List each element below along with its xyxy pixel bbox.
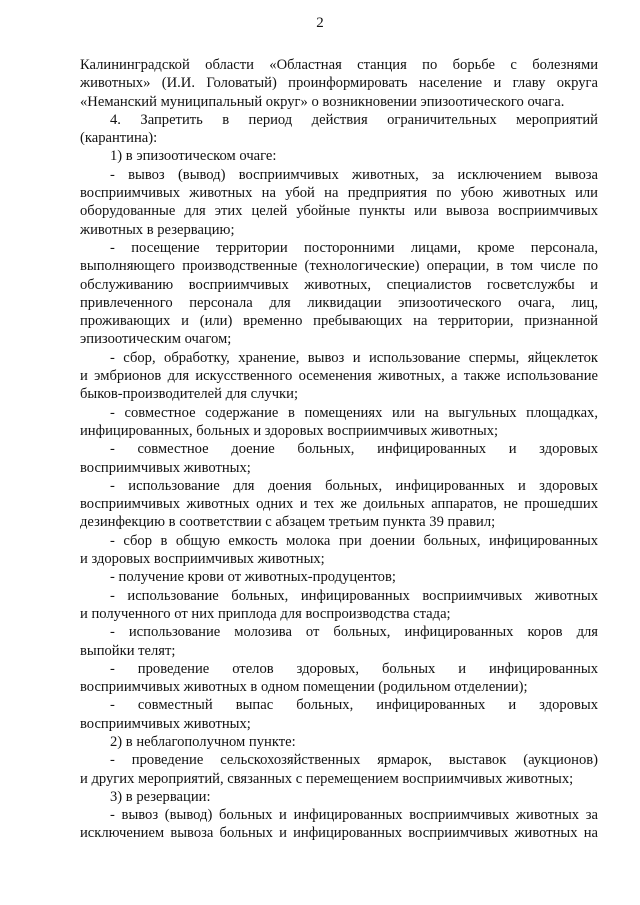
text-line: исключением вывоза больных и инфицированных восприимчивых животных на bbox=[80, 825, 598, 842]
text-line: восприимчивых животных одних и тех же доильных аппаратов, не прошедших bbox=[80, 496, 598, 513]
text-line: быков-производителей для случки; bbox=[80, 386, 299, 403]
text-line: - сбор, обработку, хранение, вывоз и использование спермы, яйцеклеток bbox=[110, 349, 598, 366]
text-line: - использование больных, инфицированных восприимчивых животных bbox=[110, 587, 598, 604]
text-line: привлеченного персонала для ликвидации эпизоотического очага, лиц, bbox=[80, 294, 598, 311]
text-line: - использование молозива от больных, инфицированных коров для bbox=[110, 624, 598, 641]
text-line: выпойки телят; bbox=[80, 642, 176, 659]
text-line: - получение крови от животных-продуцентов; bbox=[110, 569, 396, 586]
text-line: и полученного от них приплода для воспроизводства стада; bbox=[80, 605, 451, 622]
page-number: 2 bbox=[316, 15, 324, 31]
text-line: выполняющего производственные (технологические) операции, в том числе по bbox=[80, 258, 598, 275]
text-line: - проведение сельскохозяйственных ярмарок, выставок (аукционов) bbox=[110, 752, 598, 769]
text-line: дезинфекцию в соответствии с абзацем третьим пункта 39 правил; bbox=[80, 514, 496, 531]
text-line: 1) в эпизоотическом очаге: bbox=[110, 148, 277, 165]
text-line: (карантина): bbox=[80, 130, 158, 147]
text-line: проживающих и (или) временно пребывающих на территории, признанной bbox=[80, 313, 598, 330]
text-line: животных» (И.И. Головатый) проинформировать население и главу округа bbox=[80, 75, 598, 92]
text-line: и других мероприятий, связанных с перемещением восприимчивых животных; bbox=[80, 770, 574, 787]
text-line: восприимчивых животных в одном помещении (родильном отделении); bbox=[80, 679, 528, 696]
text-line: 3) в резервации: bbox=[110, 788, 211, 805]
text-line: восприимчивых животных на убой на предприятия по убою животных или bbox=[80, 185, 598, 202]
text-line: 4. Запретить в период действия ограничительных мероприятий bbox=[110, 111, 598, 128]
text-line: животных в резервацию; bbox=[80, 221, 235, 238]
text-line: - проведение отелов здоровых, больных и инфицированных bbox=[110, 660, 598, 677]
text-line: - совместное содержание в помещениях или на выгульных площадках, bbox=[110, 404, 598, 421]
text-line: 2) в неблагополучном пункте: bbox=[110, 733, 296, 750]
text-line: - вывоз (вывод) восприимчивых животных, за исключением вывоза bbox=[110, 166, 598, 183]
text-line: и эмбрионов для искусственного осеменения животных, а также использование bbox=[80, 368, 598, 385]
text-line: «Неманский муниципальный округ» о возникновении эпизоотического очага. bbox=[80, 93, 565, 110]
text-line: восприимчивых животных; bbox=[80, 459, 251, 476]
text-line: инфицированных, больных и здоровых восприимчивых животных; bbox=[80, 422, 499, 439]
text-line: - совместное доение больных, инфицированных и здоровых bbox=[110, 441, 598, 458]
text-line: - совместный выпас больных, инфицированных и здоровых bbox=[110, 697, 598, 714]
text-line: обслуживанию восприимчивых животных, специалистов госветслужбы и bbox=[80, 276, 598, 293]
text-line: - вывоз (вывод) больных и инфицированных восприимчивых животных за bbox=[110, 807, 598, 824]
text-line: - посещение территории посторонними лицами, кроме персонала, bbox=[110, 239, 598, 256]
text-line: Калининградской области «Областная станция по борьбе с болезнями bbox=[80, 57, 598, 73]
text-line: оборудованные для этих целей убойные пункты или вывоза восприимчивых bbox=[80, 203, 598, 220]
text-line: восприимчивых животных; bbox=[80, 715, 251, 732]
text-line: и здоровых восприимчивых животных; bbox=[80, 551, 325, 568]
text-line: - использование для доения больных, инфицированных и здоровых bbox=[110, 477, 598, 494]
document-body bbox=[80, 56, 598, 843]
text-line: эпизоотическим очагом; bbox=[80, 331, 232, 348]
text-line: - сбор в общую емкость молока при доении больных, инфицированных bbox=[110, 532, 598, 549]
